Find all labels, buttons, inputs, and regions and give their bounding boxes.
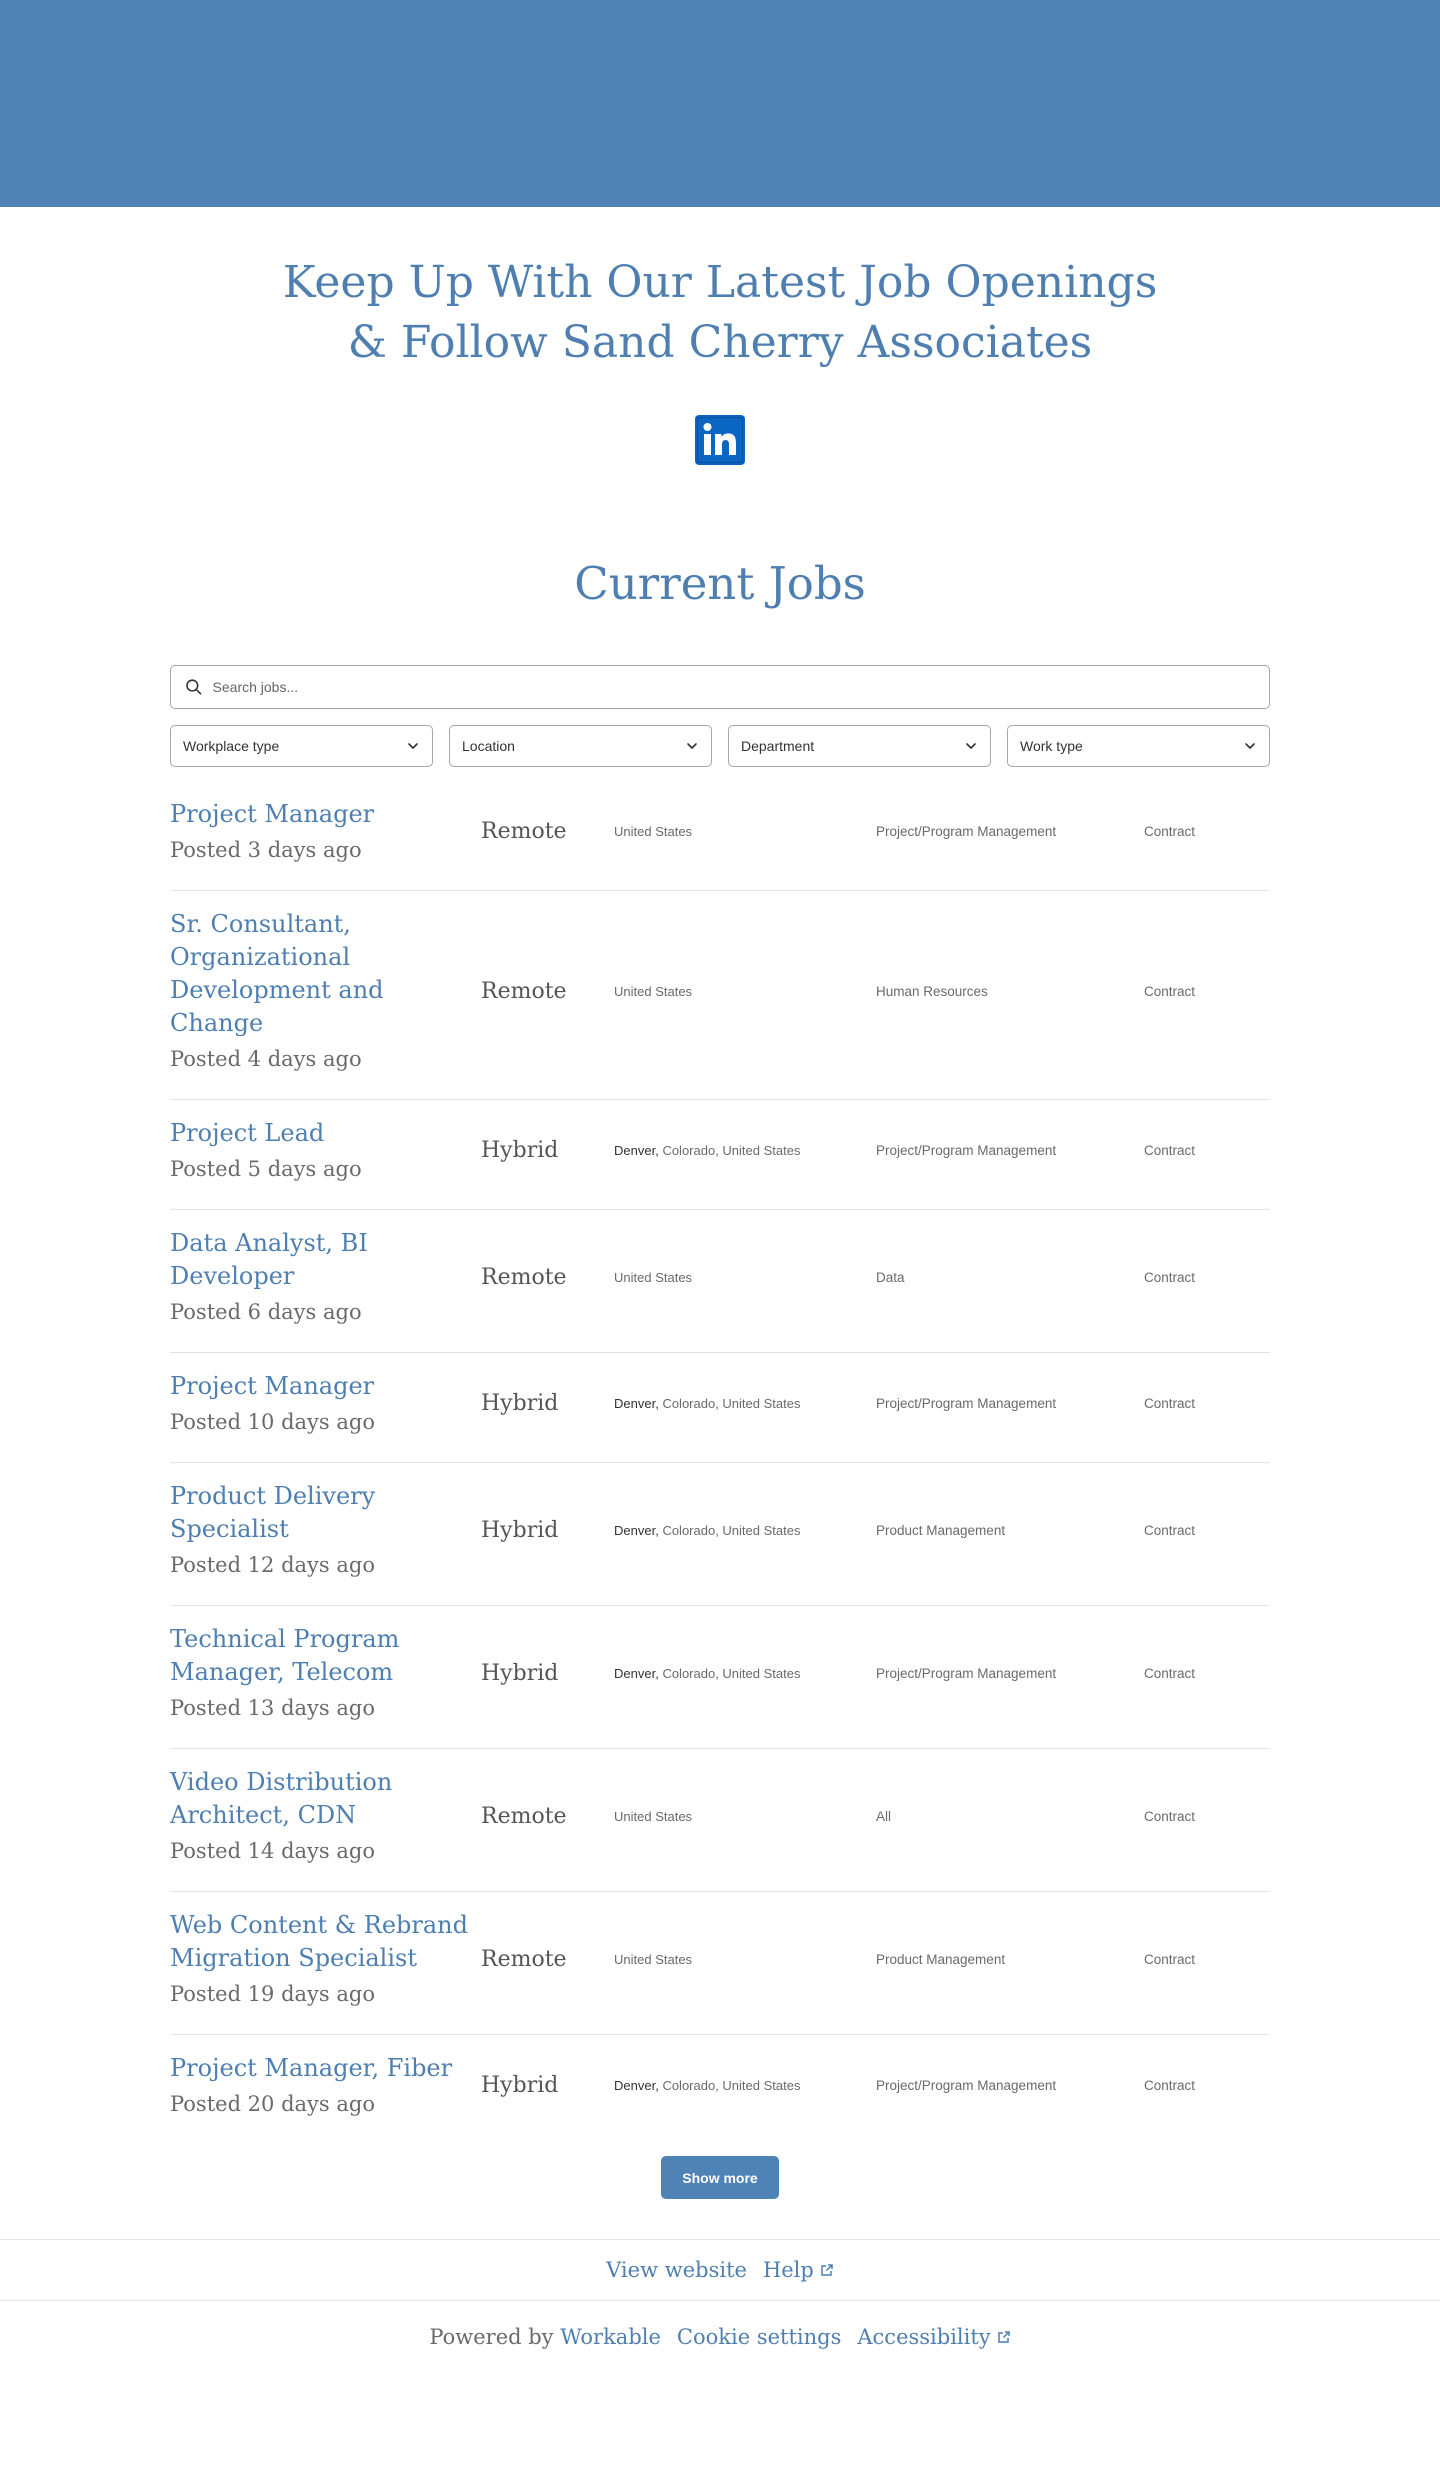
job-type: Contract [1144, 1269, 1196, 1285]
job-workplace: Remote [481, 1803, 567, 1829]
job-main [170, 1370, 481, 1437]
job-department: Product Management [876, 1951, 1006, 1967]
job-posted: Posted 12 days ago [170, 1553, 375, 1577]
job-department: Project/Program Management [876, 1143, 1057, 1158]
job-title-link[interactable]: Project Manager [170, 1372, 375, 1400]
job-department: Project/Program Management [876, 2078, 1057, 2093]
job-row[interactable] [170, 1892, 1270, 2035]
job-region: Colorado, United States [662, 2078, 801, 2093]
hero-banner [0, 0, 1440, 207]
job-row[interactable] [170, 1606, 1270, 1749]
current-jobs-title: Current Jobs [574, 557, 866, 610]
job-title-link[interactable]: Technical Program Manager, Telecom [170, 1625, 400, 1686]
job-type: Contract [1144, 1808, 1196, 1824]
job-department: Project/Program Management [876, 824, 1057, 839]
job-posted: Posted 14 days ago [170, 1839, 375, 1863]
job-city: Denver, [614, 1522, 659, 1538]
job-city: Denver, [614, 2078, 659, 2093]
headline-line-2: & Follow Sand Cherry Associates [347, 317, 1093, 368]
job-location [614, 1143, 876, 1158]
filter-location[interactable] [449, 725, 712, 767]
powered-by-label: Powered by [429, 2325, 554, 2349]
chevron-down-icon [964, 739, 978, 753]
job-location [614, 1666, 876, 1681]
cookie-settings-link[interactable]: Cookie settings [676, 2325, 842, 2349]
workable-link[interactable]: Workable [560, 2325, 661, 2349]
job-title-link[interactable]: Product Delivery Specialist [170, 1482, 376, 1543]
job-workplace: Remote [481, 819, 567, 844]
filter-department[interactable] [728, 725, 991, 767]
job-title-link[interactable]: Project Manager [170, 800, 375, 828]
job-row[interactable] [170, 1100, 1270, 1210]
job-list [170, 781, 1270, 2144]
job-main [170, 1227, 481, 1327]
help-label: Help [762, 2258, 814, 2282]
filter-label: Work type [1020, 738, 1083, 754]
job-row[interactable] [170, 1749, 1270, 1892]
job-main [170, 1766, 481, 1866]
job-location [614, 1952, 876, 1967]
job-title-link[interactable]: Project Lead [170, 1119, 325, 1147]
job-main [170, 1117, 481, 1184]
external-link-icon [997, 2330, 1011, 2344]
powered-by-text [429, 2325, 661, 2349]
help-link[interactable] [763, 2258, 834, 2282]
job-posted: Posted 20 days ago [170, 2092, 375, 2116]
job-region: United States [614, 1269, 693, 1285]
chevron-down-icon [1243, 739, 1257, 753]
powered-by-bar [0, 2301, 1440, 2373]
filter-workplace-type[interactable] [170, 725, 433, 767]
job-location [614, 1809, 876, 1824]
job-location [614, 984, 876, 999]
job-type: Contract [1144, 983, 1196, 999]
filter-label: Department [741, 738, 815, 754]
job-region: Colorado, United States [662, 1522, 801, 1538]
job-row[interactable] [170, 1210, 1270, 1353]
job-type: Contract [1144, 1143, 1196, 1158]
job-type: Contract [1144, 2078, 1196, 2093]
search-input[interactable] [213, 679, 1255, 695]
job-posted: Posted 6 days ago [170, 1300, 362, 1324]
job-workplace: Hybrid [481, 1517, 559, 1543]
job-location [614, 1396, 876, 1411]
job-type: Contract [1144, 1951, 1196, 1967]
job-posted: Posted 19 days ago [170, 1982, 375, 2006]
job-location [614, 1523, 876, 1538]
linkedin-icon[interactable] [695, 415, 745, 465]
job-type: Contract [1144, 824, 1196, 839]
job-title-link[interactable]: Web Content & Rebrand Migration Specialist [170, 1911, 468, 1972]
job-row[interactable] [170, 781, 1270, 891]
job-title-link[interactable]: Sr. Consultant, Organizational Development and Change [170, 910, 384, 1037]
job-region: United States [614, 983, 693, 999]
job-main [170, 1480, 481, 1580]
job-main [170, 908, 481, 1074]
job-workplace: Remote [481, 1264, 567, 1290]
job-region: United States [614, 824, 693, 839]
job-main [170, 1623, 481, 1723]
headline-line-1: Keep Up With Our Latest Job Openings [282, 257, 1158, 308]
job-posted: Posted 5 days ago [170, 1157, 362, 1181]
job-type: Contract [1144, 1665, 1196, 1681]
footer-links [0, 2239, 1440, 2301]
filter-label: Workplace type [183, 738, 280, 754]
job-posted: Posted 4 days ago [170, 1047, 362, 1071]
job-region: United States [614, 1808, 693, 1824]
job-type: Contract [1144, 1396, 1196, 1411]
job-location [614, 2078, 876, 2093]
job-region: Colorado, United States [662, 1396, 801, 1411]
chevron-down-icon [406, 739, 420, 753]
job-row[interactable] [170, 1353, 1270, 1463]
job-main [170, 2052, 481, 2119]
accessibility-label: Accessibility [857, 2325, 991, 2349]
job-city: Denver, [614, 1665, 659, 1681]
job-workplace: Hybrid [481, 1660, 559, 1686]
show-more-wrap [170, 2156, 1270, 2199]
job-main [170, 1909, 481, 2009]
job-region: United States [614, 1951, 693, 1967]
job-type: Contract [1144, 1522, 1196, 1538]
filter-work-type[interactable] [1007, 725, 1270, 767]
job-workplace: Remote [481, 978, 567, 1004]
job-title-link[interactable]: Video Distribution Architect, CDN [170, 1768, 393, 1829]
filter-label: Location [462, 738, 515, 754]
job-region: Colorado, United States [662, 1143, 801, 1158]
job-workplace: Hybrid [481, 1138, 559, 1163]
job-department: Product Management [876, 1522, 1006, 1538]
accessibility-link[interactable] [857, 2325, 1010, 2349]
job-department: Human Resources [876, 983, 988, 999]
job-location [614, 1270, 876, 1285]
job-department: All [876, 1808, 892, 1824]
job-location [614, 824, 876, 839]
search-box[interactable] [170, 665, 1270, 709]
job-department: Project/Program Management [876, 1396, 1057, 1411]
headline [0, 253, 1440, 373]
job-posted: Posted 3 days ago [170, 838, 362, 862]
social-links [0, 415, 1440, 470]
job-row[interactable] [170, 1463, 1270, 1606]
search-icon [185, 678, 203, 696]
job-title-link[interactable]: Data Analyst, BI Developer [170, 1229, 368, 1290]
job-row[interactable] [170, 891, 1270, 1100]
job-city: Denver, [614, 1396, 659, 1411]
chevron-down-icon [685, 739, 699, 753]
job-workplace: Hybrid [481, 1391, 559, 1416]
jobs-container [170, 665, 1270, 2199]
view-website-label: View website [606, 2258, 747, 2282]
job-main [170, 798, 481, 865]
job-city: Denver, [614, 1143, 659, 1158]
job-department: Project/Program Management [876, 1665, 1057, 1681]
job-title-link[interactable]: Project Manager, Fiber [170, 2054, 453, 2082]
view-website-link[interactable] [606, 2258, 747, 2282]
job-workplace: Remote [481, 1946, 567, 1972]
show-more-button[interactable]: Show more [661, 2156, 779, 2199]
job-region: Colorado, United States [662, 1665, 801, 1681]
footer [0, 2239, 1440, 2373]
job-posted: Posted 13 days ago [170, 1696, 375, 1720]
job-department: Data [876, 1269, 905, 1285]
job-row[interactable] [170, 2035, 1270, 2144]
filters-row [170, 725, 1270, 767]
job-posted: Posted 10 days ago [170, 1410, 375, 1434]
external-link-icon [820, 2263, 834, 2277]
job-workplace: Hybrid [481, 2073, 559, 2098]
